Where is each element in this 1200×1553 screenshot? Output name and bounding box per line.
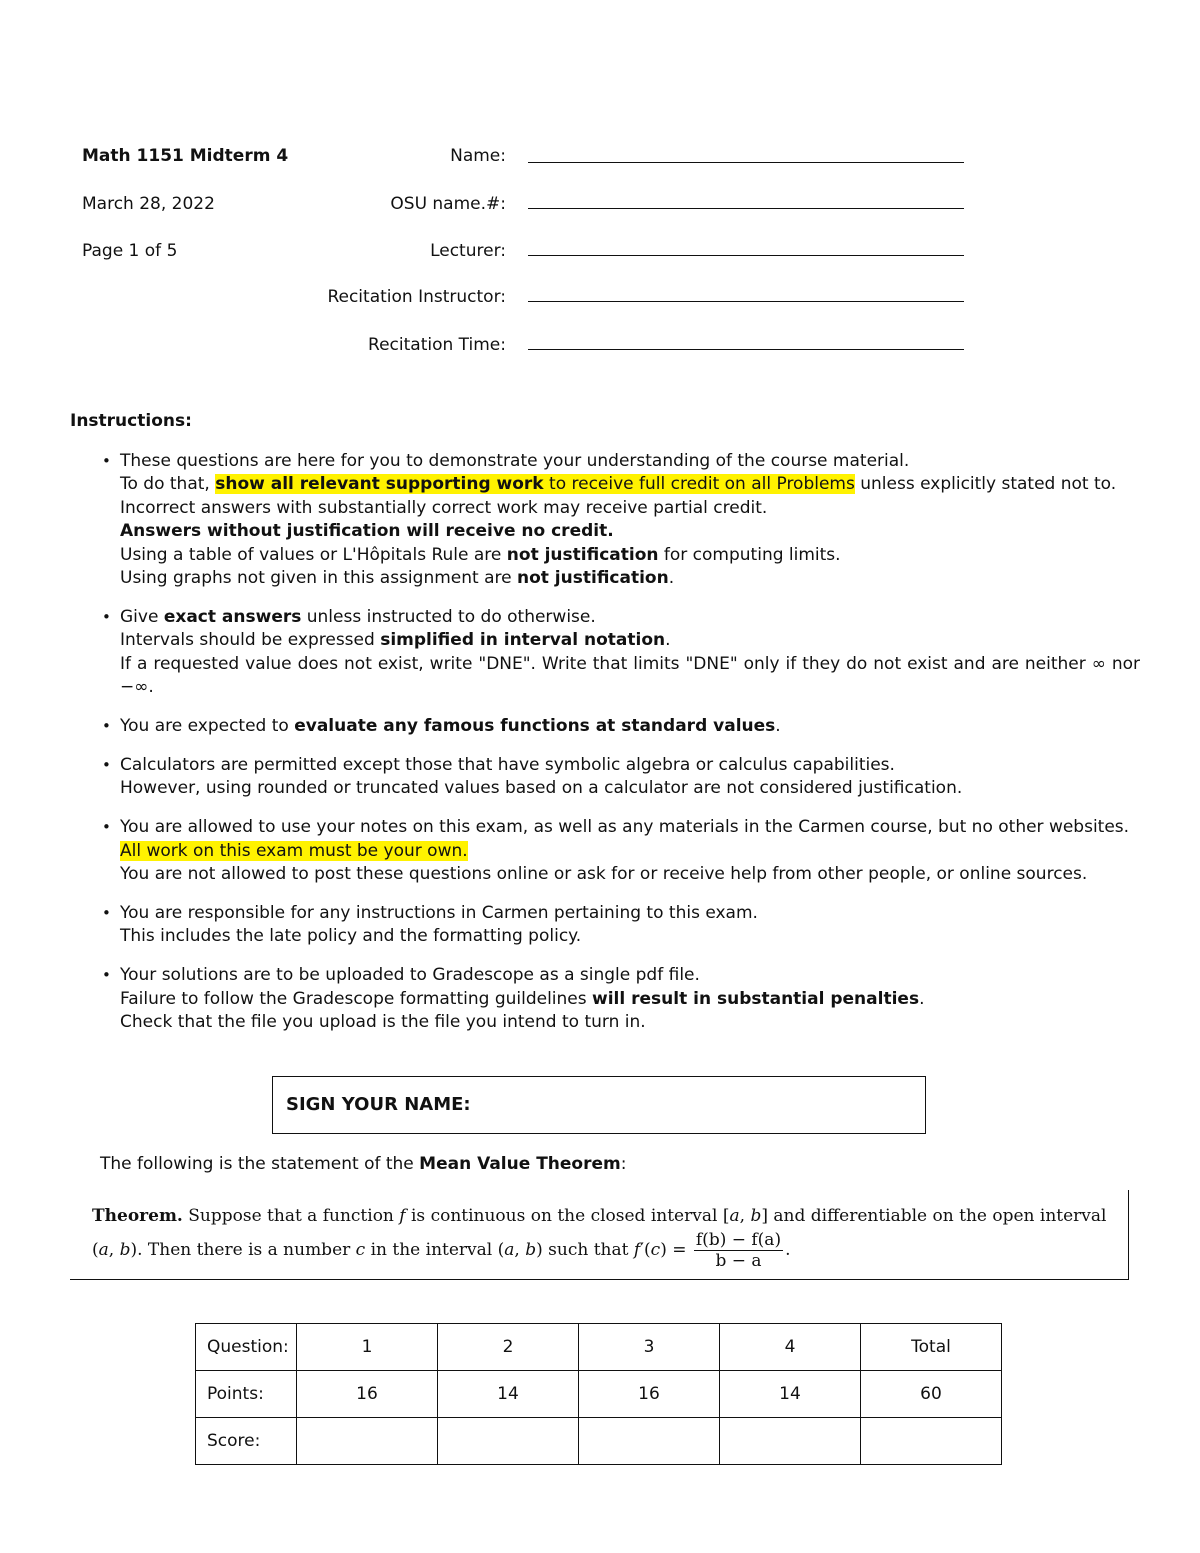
instruction-line: Failure to follow the Gradescope formatting guildelines will result in substantial penalties. <box>120 988 925 1009</box>
name-label: Name: <box>450 146 506 166</box>
instruction-line: • Calculators are permitted except those that have symbolic algebra or calculus capabilities. <box>120 754 895 775</box>
instruction-line: Incorrect answers with substantially correct work may receive partial credit. <box>120 497 768 518</box>
table-cell: 16 <box>579 1371 720 1418</box>
highlight-text: All work on this exam must be your own. <box>120 840 468 861</box>
signature-box[interactable] <box>272 1076 926 1134</box>
recitation-instructor-label: Recitation Instructor: <box>327 287 506 307</box>
list-item <box>120 606 1140 700</box>
table-cell: 1 <box>297 1324 438 1371</box>
instructions-title: Instructions: <box>70 411 192 431</box>
instruction-line: • Give exact answers unless instructed to do otherwise. <box>120 606 596 627</box>
instruction-line: You are not allowed to post these questions online or ask for or receive help from other people, or online sources. <box>120 864 1088 885</box>
list-item <box>120 715 1140 738</box>
instruction-line: Answers without justification will receive no credit. <box>120 521 614 542</box>
exam-date: March 28, 2022 <box>82 194 215 214</box>
score-cell[interactable] <box>861 1418 1002 1465</box>
instruction-line: This includes the late policy and the formatting policy. <box>120 926 582 947</box>
row-header: Question: <box>196 1324 297 1371</box>
list-item <box>120 754 1140 801</box>
table-cell: Total <box>861 1324 1002 1371</box>
list-item <box>120 816 1140 886</box>
instruction-line: However, using rounded or truncated values based on a calculator are not considered justification. <box>120 778 963 799</box>
score-cell[interactable] <box>438 1418 579 1465</box>
theorem-label: Theorem. <box>92 1206 183 1226</box>
theorem-rule-horizontal <box>70 1279 1129 1280</box>
instruction-line: If a requested value does not exist, write "DNE". Write that limits "DNE" only if they do not exist and are neither ∞ nor −∞. <box>120 653 1140 698</box>
recitation-time-line[interactable] <box>528 349 964 350</box>
instruction-line: • You are allowed to use your notes on this exam, as well as any materials in the Carmen course, but no other websites. <box>120 817 1130 838</box>
highlight-bold: show all relevant supporting work <box>215 474 544 495</box>
lecturer-label: Lecturer: <box>430 241 506 261</box>
list-item <box>120 450 1140 590</box>
recitation-time-label: Recitation Time: <box>368 335 506 355</box>
score-cell[interactable] <box>720 1418 861 1465</box>
highlight-text: to receive full credit on all Problems <box>543 474 855 495</box>
osu-name-label: OSU name.#: <box>390 194 506 214</box>
table-cell: 14 <box>438 1371 579 1418</box>
instruction-line: • These questions are here for you to demonstrate your understanding of the course material. <box>120 451 910 471</box>
instruction-line: Check that the file you upload is the file you intend to turn in. <box>120 1012 646 1033</box>
name-line[interactable] <box>528 162 964 163</box>
instruction-line: Intervals should be expressed simplified in interval notation. <box>120 630 671 651</box>
lecturer-line[interactable] <box>528 255 964 256</box>
table-cell: 60 <box>861 1371 1002 1418</box>
mvt-fraction: $\frac{f(b) - f(a)}{b - a}$ <box>695 1230 782 1271</box>
instructions-list <box>120 450 1140 1050</box>
theorem-statement: Theorem. Suppose that a function f is continuous on the closed interval [a, b] and differentiable on the open interval (a, b). Then there is a number c in the interval (a, b) such that f′(c) = $\frac{f(b) - f(a)}{b - a}$ . <box>92 1206 1107 1271</box>
instruction-line: Using a table of values or L'Hôpitals Rule are not justification for computing limits. <box>120 544 841 565</box>
table-row <box>196 1324 1002 1371</box>
mvt-intro: The following is the statement of the Mean Value Theorem: <box>100 1154 627 1174</box>
score-cell[interactable] <box>579 1418 720 1465</box>
row-header: Score: <box>196 1418 297 1465</box>
instruction-line: • Your solutions are to be uploaded to Gradescope as a single pdf file. <box>120 965 700 986</box>
instruction-line <box>120 840 1140 863</box>
row-header: Points: <box>196 1371 297 1418</box>
course-title: Math 1151 Midterm 4 <box>82 146 289 166</box>
list-item <box>120 902 1140 949</box>
table-cell: 16 <box>297 1371 438 1418</box>
instruction-line: • You are responsible for any instructions in Carmen pertaining to this exam. <box>120 903 758 923</box>
score-table <box>195 1323 1002 1465</box>
table-cell: 4 <box>720 1324 861 1371</box>
list-item <box>120 964 1140 1034</box>
page-indicator: Page 1 of 5 <box>82 241 178 261</box>
instruction-line: To do that, show all relevant supporting work to receive full credit on all Problems unless explicitly stated not to. <box>120 474 1117 495</box>
table-cell: 14 <box>720 1371 861 1418</box>
table-cell: 2 <box>438 1324 579 1371</box>
recitation-instructor-line[interactable] <box>528 301 964 302</box>
osu-name-line[interactable] <box>528 208 964 209</box>
table-cell: 3 <box>579 1324 720 1371</box>
instruction-line: Using graphs not given in this assignment are not justification. <box>120 568 675 589</box>
table-row <box>196 1371 1002 1418</box>
instruction-line: • You are expected to evaluate any famous functions at standard values. <box>120 716 781 737</box>
signature-label: SIGN YOUR NAME: <box>286 1094 471 1115</box>
table-row <box>196 1418 1002 1465</box>
theorem-rule-vertical <box>1128 1190 1129 1280</box>
score-cell[interactable] <box>297 1418 438 1465</box>
